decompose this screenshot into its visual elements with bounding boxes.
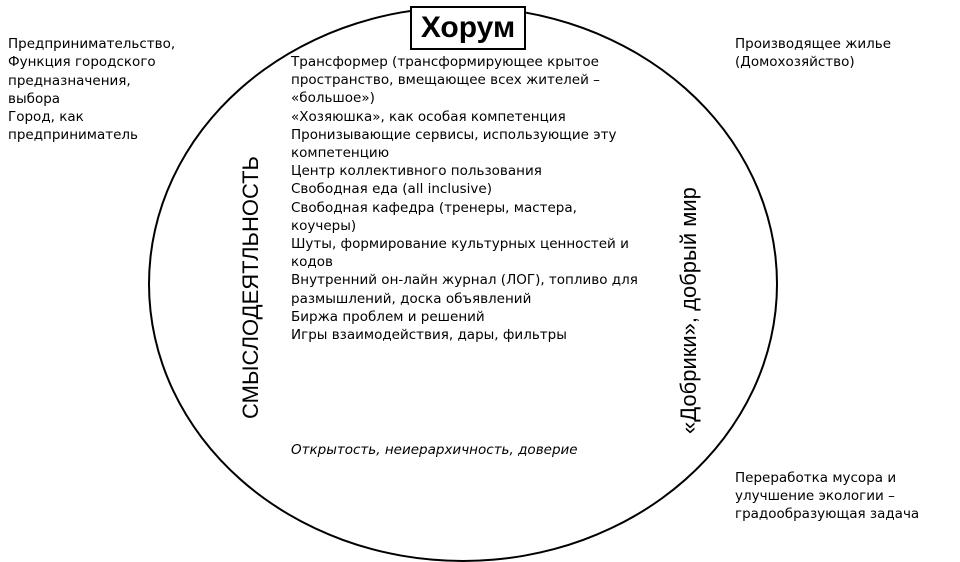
right-line: Производящее жилье	[735, 36, 892, 52]
center-line: Игры взаимодействия, дары, фильтры	[291, 327, 567, 344]
left-line: выбора	[8, 90, 61, 107]
right-line: (Домохозяйство)	[735, 54, 855, 71]
center-line: компетенцию	[291, 145, 390, 162]
center-list	[291, 53, 671, 344]
center-line: Трансформер (трансформирующее крытое	[291, 54, 599, 70]
left-block	[8, 35, 208, 145]
center-line: коучеры)	[291, 217, 357, 234]
center-line: «Хозяюшка», как особая компетенция	[291, 108, 566, 125]
footer-note: Открытость, неиерархичность, доверие	[291, 442, 578, 458]
center-line: Внутренний он-лайн журнал (ЛОГ), топливо для	[291, 272, 638, 289]
center-line: размышлений, доска объявлений	[291, 290, 532, 307]
left-line: Предпринимательство,	[8, 36, 176, 52]
center-line: Пронизывающие сервисы, использующие эту	[291, 126, 617, 143]
left-line: Город, как	[8, 109, 84, 126]
center-line: Шуты, формирование культурных ценностей и	[291, 236, 629, 253]
center-line: Свободная еда (all inclusive)	[291, 181, 492, 198]
vertical-left-label: СМЫСЛОДЕЯТЛЬНОСТЬ	[238, 156, 263, 419]
bottom-right-line: градообразующая задача	[735, 506, 920, 522]
bottom-right-line: Переработка мусора и	[735, 470, 897, 486]
center-line: пространство, вмещающее всех жителей –	[291, 72, 600, 89]
center-line: Свободная кафедра (тренеры, мастера,	[291, 199, 577, 216]
center-line: «большое»)	[291, 90, 375, 107]
center-line: кодов	[291, 254, 333, 271]
bottom-right-line: улучшение экологии –	[735, 488, 895, 504]
left-line: Функция городского	[8, 54, 156, 71]
title: Хорум	[410, 6, 526, 50]
center-line: Центр коллективного пользования	[291, 163, 542, 180]
center-line: Биржа проблем и решений	[291, 308, 485, 325]
bottom-right-block	[735, 469, 955, 523]
vertical-right-label: «Добрики», добрый мир	[676, 187, 701, 434]
right-block	[735, 35, 955, 72]
left-line: предприниматель	[8, 127, 139, 144]
left-line: предназначения,	[8, 72, 131, 89]
